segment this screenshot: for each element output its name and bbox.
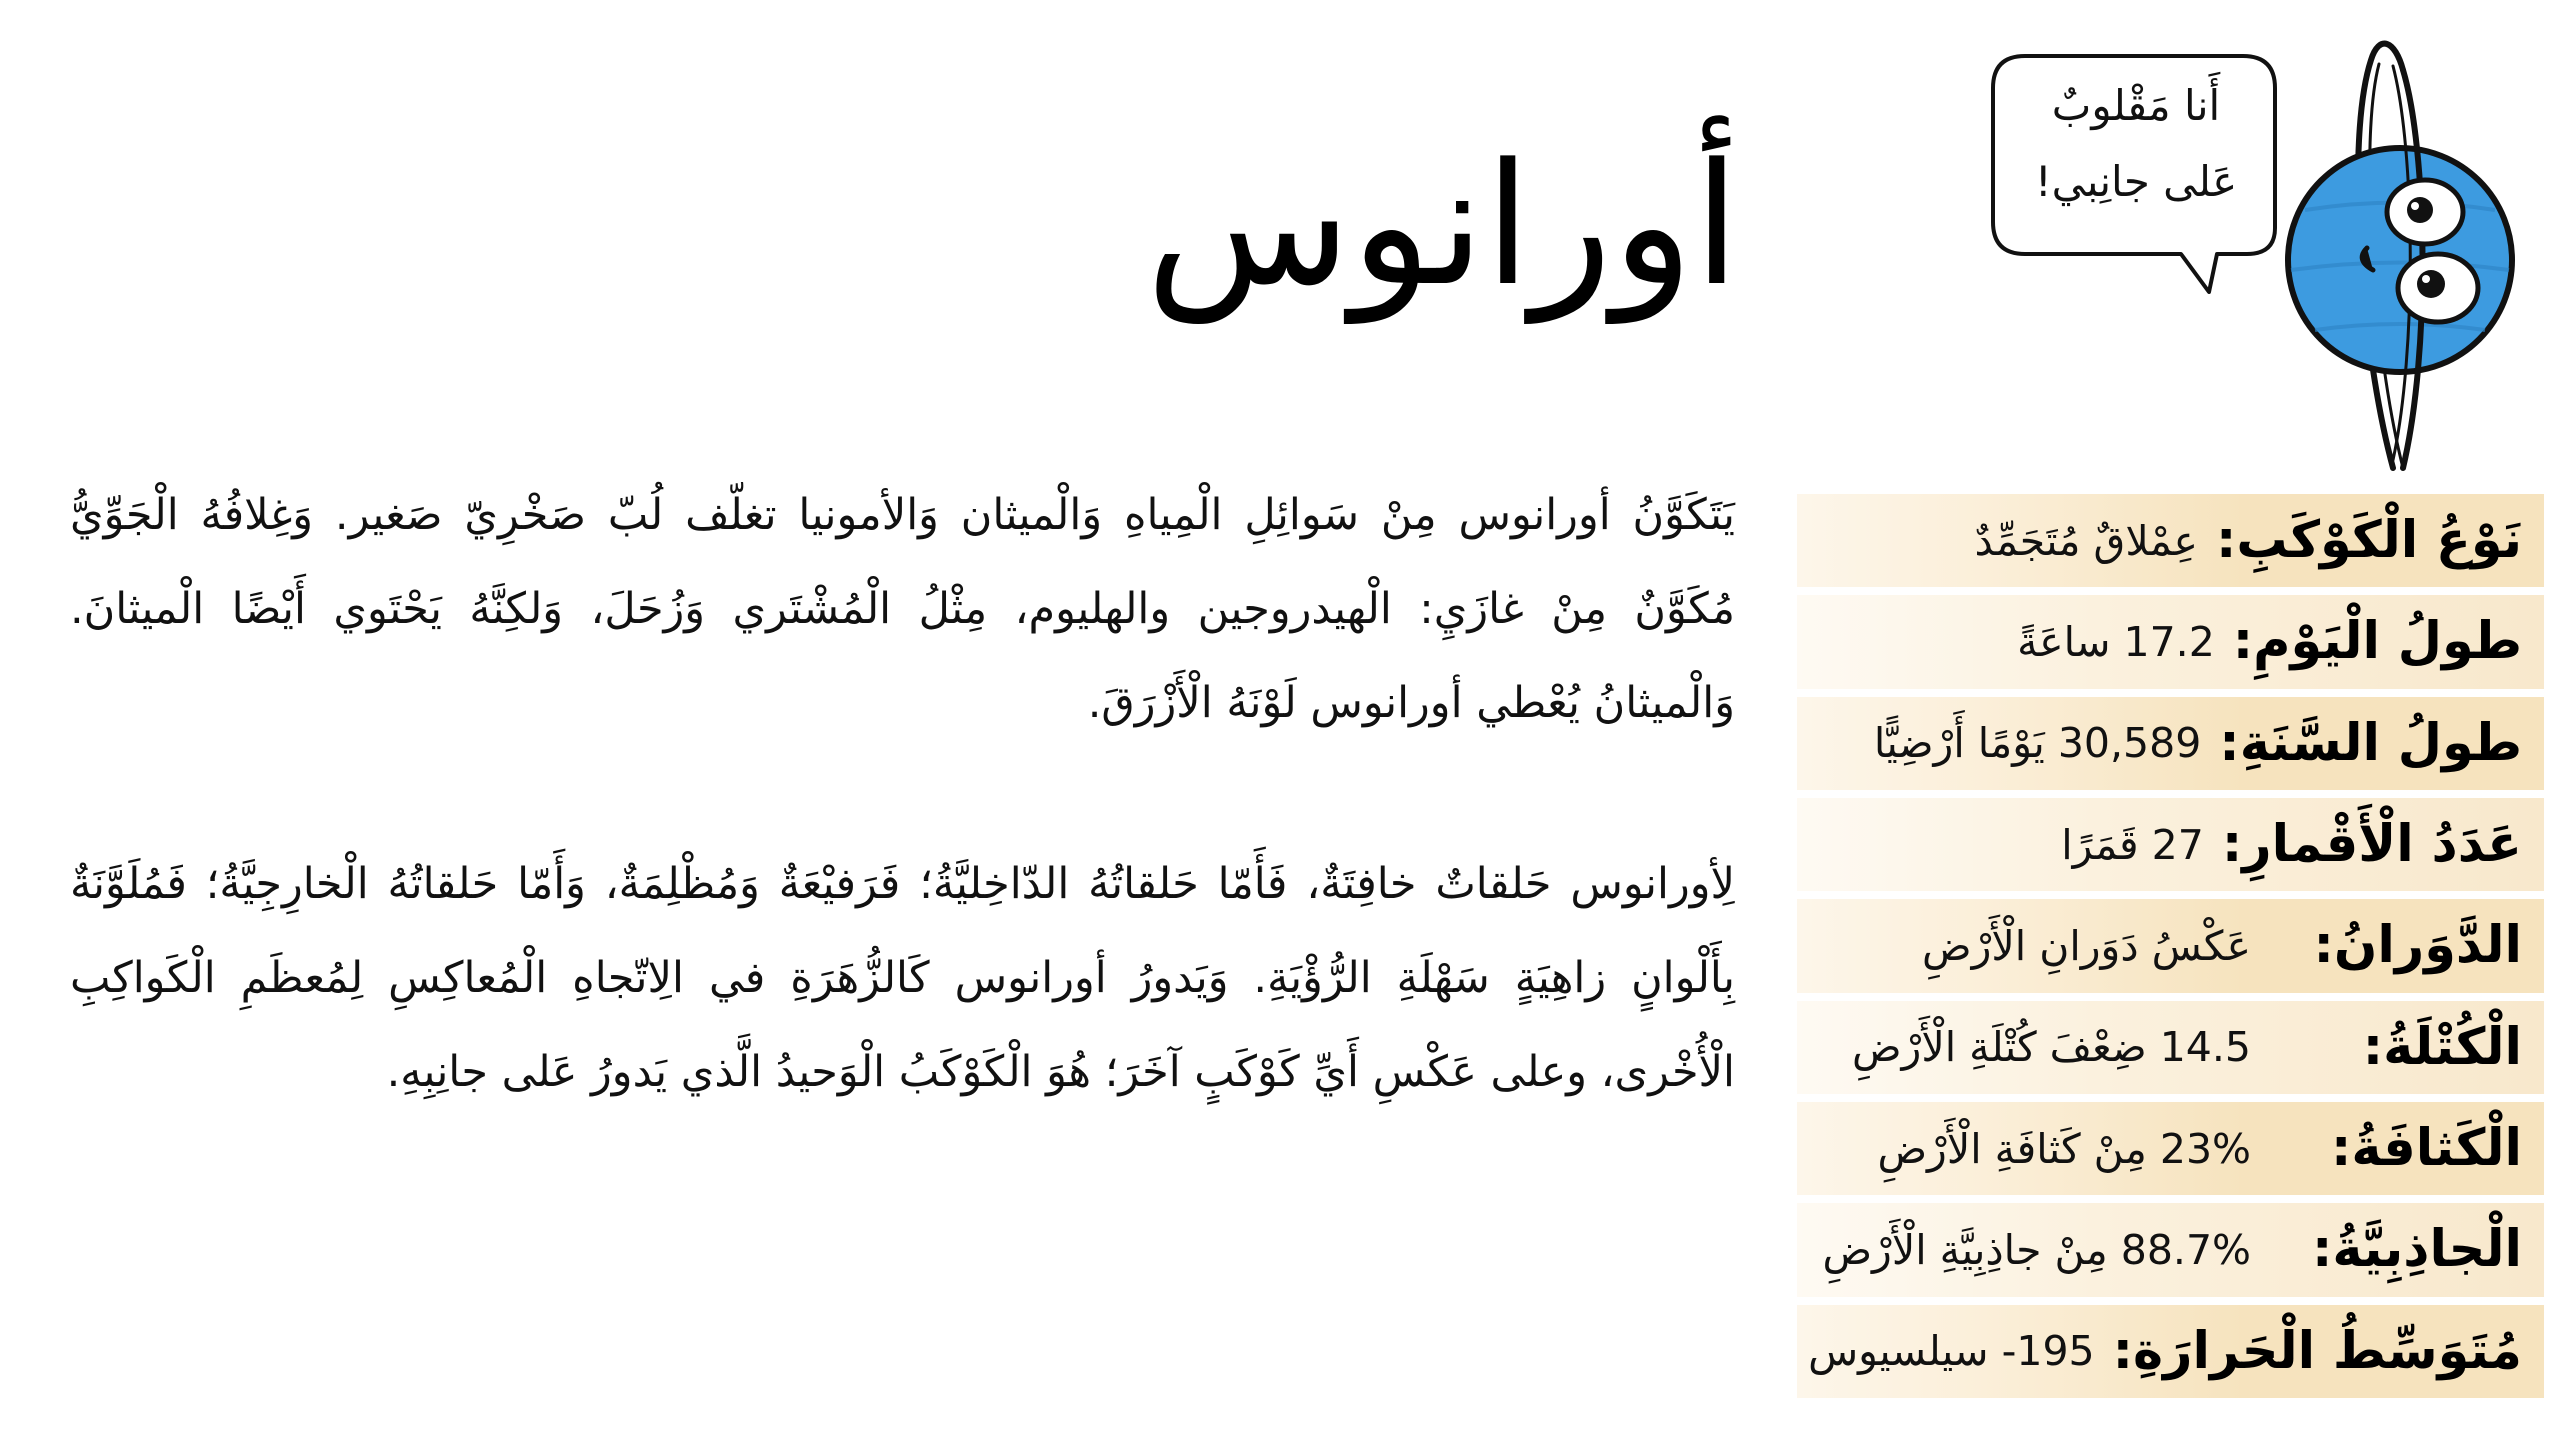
fact-label: الْجاذِبِيَّةُ: [2311, 1220, 2522, 1280]
fact-row-year-length [1797, 697, 2544, 790]
fact-row-mass [1797, 1001, 2544, 1094]
fact-row-type [1797, 494, 2544, 587]
fact-row-density [1797, 1102, 2544, 1195]
fact-value: عِمْلاقٌ مُتَجَمِّدٌ [1974, 516, 2198, 565]
uranus-cartoon-icon [2275, 20, 2535, 480]
fact-label: الدَّوَرانُ: [2313, 916, 2522, 976]
fact-row-temperature [1797, 1305, 2544, 1398]
speech-bubble-line-2: عَلى جانِبي! [2034, 157, 2238, 206]
fact-value: 195- سيلسيوس [1808, 1327, 2095, 1376]
page-title: أورانوس [1145, 127, 1740, 323]
fact-value: 23% مِنْ كَثافَةِ الْأَرْضِ [1877, 1124, 2251, 1173]
fact-label: عَدَدُ الْأَقْمارِ: [2221, 815, 2522, 875]
fact-label: الْكَثافَةُ: [2331, 1119, 2522, 1179]
fact-row-day-length [1797, 595, 2544, 688]
fact-value: 27 قَمَرًا [2061, 820, 2204, 869]
speech-bubble [1985, 50, 2285, 295]
fact-value: 14.5 ضِعْفَ كُتْلَةِ الْأَرْضِ [1851, 1023, 2251, 1072]
fact-row-moons [1797, 798, 2544, 891]
fact-label: نَوْعُ الْكَوْكَبِ: [2215, 511, 2522, 571]
fact-value: 30,589 يَوْمًا أَرْضِيًّا [1873, 719, 2202, 768]
fact-row-rotation [1797, 899, 2544, 992]
fact-label: طولُ الْيَوْمِ: [2232, 612, 2522, 672]
fact-value: عَكْسُ دَوَرانِ الْأَرْضِ [1922, 921, 2251, 970]
fact-row-gravity [1797, 1203, 2544, 1296]
planet-facts-table [1797, 494, 2544, 1398]
paragraph-rings-rotation: لِأورانوس حَلقاتٌ خافِتَةٌ، فَأَمّا حَلقاتُهُ الدّاخِليَّةُ؛ فَرَفيْعَةٌ وَمُظْلِمَةٌ، وَأَمّا حَلقاتُهُ الْخارِجِيَّةُ؛ فَمُلَوَّنَةٌ بِأَلْوانٍ زاهِيَةٍ سَهْلَةِ الرُّؤْيَةِ. وَيَدورُ أورانوس كَالزُّهَرَةِ في الِاتّجاهِ الْمُعاكِسِ لِمُعظَمِ الْكَواكِبِ الْأُخْرى، وعلى عَكْسِ أَيِّ كَوْكَبٍ آخَرَ؛ هُوَ الْكَوْكَبُ الْوَحيدُ الَّذي يَدورُ عَلى جانِبِهِ. [70, 859, 1735, 1097]
fact-label: طولُ السَّنَةِ: [2219, 713, 2522, 773]
fact-label: الْكُتْلَةُ: [2362, 1017, 2522, 1077]
speech-bubble-line-1: أَنا مَقْلوبٌ [2051, 81, 2221, 130]
paragraph-composition: يَتَكَوَّنُ أورانوس مِنْ سَوائِلِ الْمِياهِ وَالْميثان وَالأمونيا تغلّف لُبّ صَخْرِيّ صَغير. وَغِلافُهُ الْجَوِّيُّ مُكَوَّنٌ مِنْ غازَيِ: الْهيدروجين والهليوم، مِثْلُ الْمُشْتَري وَزُحَلَ، وَلكِنَّهُ يَحْتَوي أَيْضًا الْميثانَ. وَالْميثانُ يُعْطي أورانوس لَوْنَهُ الْأَزْرَقَ. [70, 490, 1735, 728]
fact-value: 88.7% مِنْ جاذِبِيَّةِ الْأَرْضِ [1822, 1225, 2251, 1274]
fact-value: 17.2 ساعَةً [2017, 617, 2215, 666]
fact-label: مُتَوَسِّطُ الْحَرارَةِ: [2112, 1321, 2522, 1381]
